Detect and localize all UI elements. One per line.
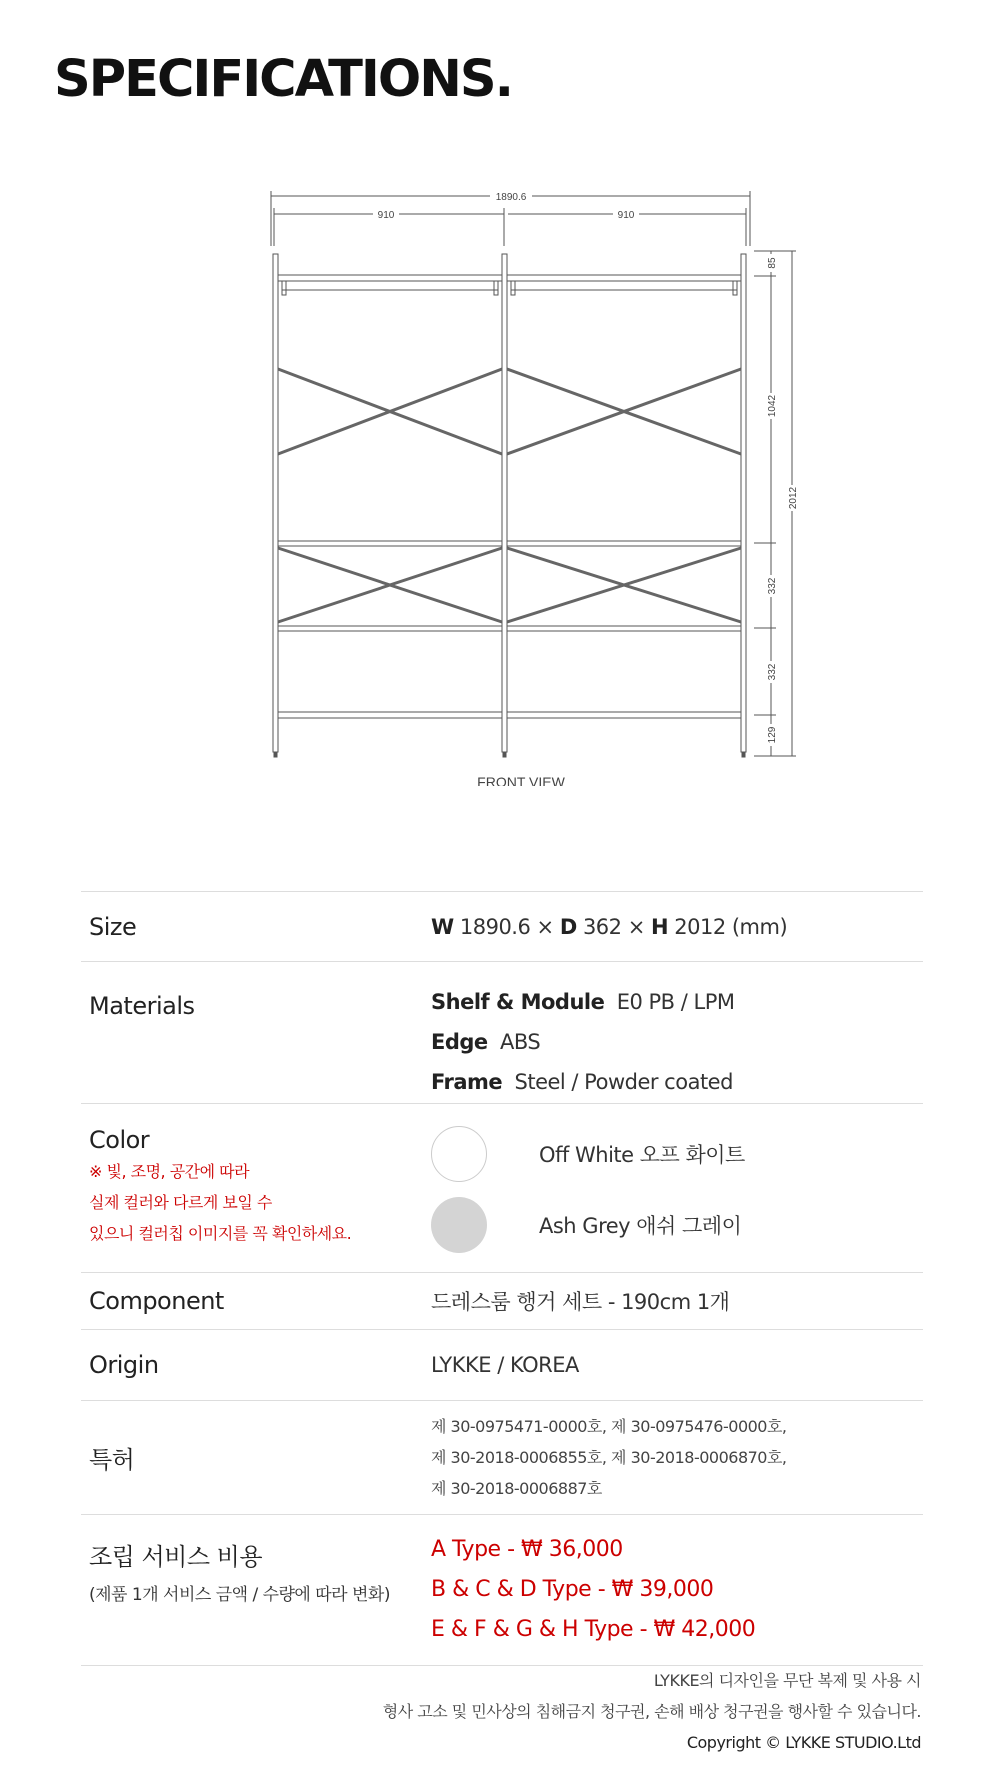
footer-notice	[383, 1665, 921, 1758]
patent-label: 특허	[89, 1446, 135, 1474]
mid-shelf-left	[278, 541, 502, 546]
material-shelf: Shelf & Module E0 PB / LPM	[431, 990, 735, 1014]
top-shelf-right	[507, 275, 741, 281]
module-right-label: 910	[617, 210, 635, 221]
component-value: 드레스룸 행거 세트 - 190cm 1개	[431, 1290, 730, 1314]
footer-line-1: LYKKE의 디자인을 무단 복제 및 사용 시	[653, 1671, 921, 1690]
assembly-sub: (제품 1개 서비스 금액 / 수량에 따라 변화)	[89, 1585, 390, 1605]
price-a-type: A Type - ₩ 36,000	[431, 1537, 623, 1562]
component-label: Component	[89, 1287, 224, 1315]
ash-grey-label: Ash Grey 애쉬 그레이	[539, 1213, 742, 1238]
origin-value: LYKKE / KOREA	[431, 1353, 579, 1377]
dim-mid-label: 332	[767, 577, 778, 595]
materials-label: Materials	[89, 992, 195, 1020]
bottom-shelf-left	[278, 712, 502, 718]
price-bcd-type: B & C & D Type - ₩ 39,000	[431, 1577, 714, 1602]
dim-total-label: 2012	[788, 486, 799, 510]
off-white-chip	[431, 1126, 487, 1182]
right-post	[741, 254, 746, 752]
spec-row-assembly	[81, 1515, 923, 1666]
size-label: Size	[89, 912, 137, 941]
page-title: SPECIFICATIONS.	[54, 50, 513, 109]
size-value: W 1890.6 × D 362 × H 2012 (mm)	[431, 914, 788, 939]
bottom-shelf-right	[507, 712, 741, 718]
left-post	[273, 254, 278, 752]
origin-label: Origin	[89, 1351, 159, 1379]
spec-row-size	[81, 892, 923, 962]
mid-shelf-right	[507, 541, 741, 546]
copyright: Copyright © LYKKE STUDIO.Ltd	[686, 1733, 921, 1752]
footer-line-2: 형사 고소 및 민사상의 침해금지 청구권, 손해 배상 청구권을 행사할 수 있습니다.	[382, 1702, 921, 1721]
color-note: ※ 빛, 조명, 공간에 따라 실제 컬러와 다르게 보일 수 있으니 컬러칩 이미지를 꼭 확인하세요.	[89, 1162, 352, 1243]
spec-row-patent	[81, 1401, 923, 1515]
top-shelf-left	[278, 275, 502, 281]
material-edge: Edge ABS	[431, 1030, 541, 1054]
swatch-off-white[interactable]	[431, 1118, 923, 1189]
spec-row-materials	[81, 962, 923, 1104]
off-white-label: Off White 오프 화이트	[539, 1142, 745, 1167]
middle-post	[502, 254, 507, 752]
dim-top-label: 85	[767, 257, 778, 269]
spec-row-component	[81, 1273, 923, 1330]
material-frame: Frame Steel / Powder coated	[431, 1070, 733, 1094]
spec-row-origin	[81, 1330, 923, 1401]
dim-lower-label: 332	[767, 663, 778, 681]
spec-row-color	[81, 1104, 923, 1273]
dim-upper-label: 1042	[767, 394, 778, 418]
patent-value: 제 30-0975471-0000호, 제 30-0975476-0000호, 제 30-2018-0006855호, 제 30-2018-0006870호, 제 30-2018-0006887호	[431, 1417, 787, 1498]
lower-shelf-right	[507, 626, 741, 631]
lower-shelf-left	[278, 626, 502, 631]
ash-grey-chip	[431, 1197, 487, 1253]
module-left-label: 910	[377, 210, 395, 221]
spec-table	[81, 891, 923, 1666]
dim-bottom-label: 129	[767, 726, 778, 744]
front-view-drawing	[268, 186, 808, 786]
color-label: Color	[89, 1126, 150, 1154]
assembly-label: 조립 서비스 비용	[89, 1543, 263, 1571]
price-efgh-type: E & F & G & H Type - ₩ 42,000	[431, 1617, 756, 1642]
swatch-ash-grey[interactable]	[431, 1189, 923, 1260]
total-width-label: 1890.6	[495, 192, 527, 203]
drawing-caption: FRONT VIEW	[477, 774, 565, 786]
